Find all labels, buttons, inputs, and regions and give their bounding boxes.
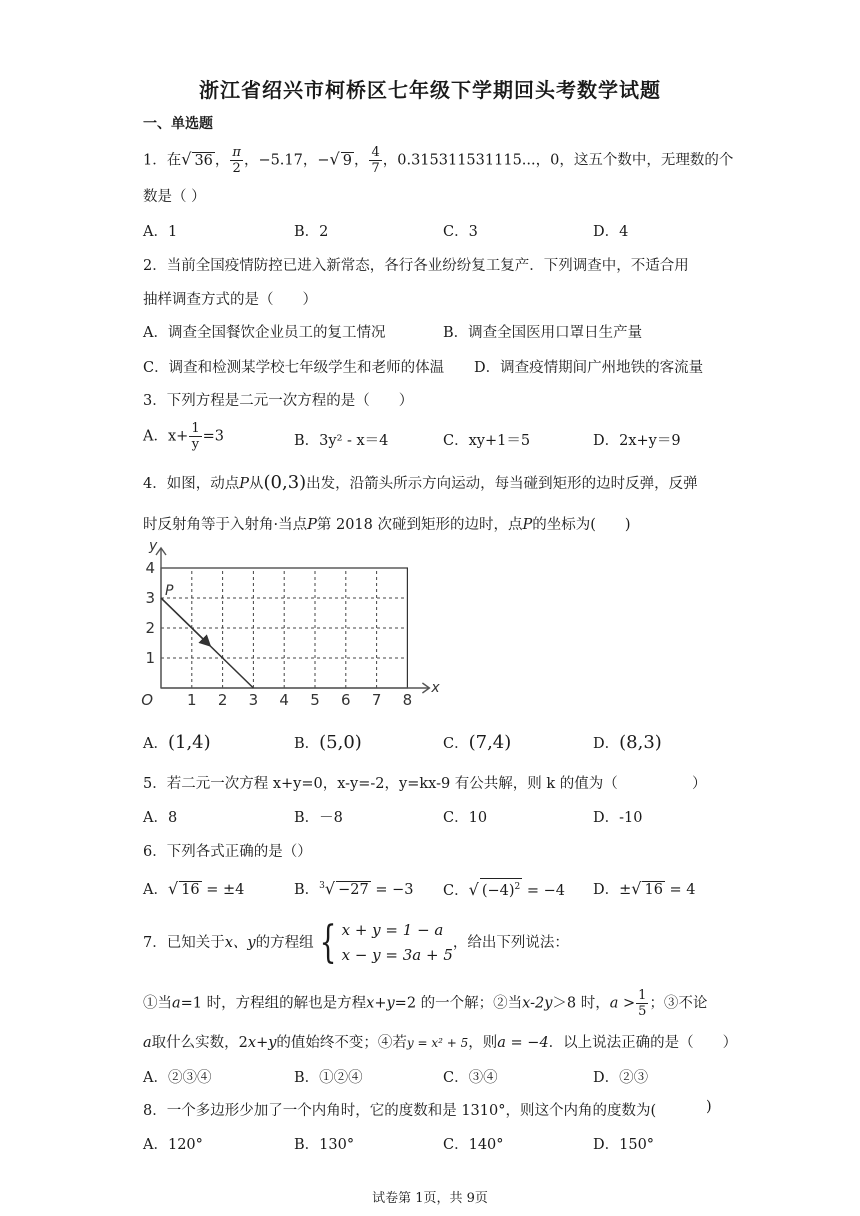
question-7: 7．已知关于x、y的方程组 { x + y = 1 − a x − y = 3a + 5 ，给出下列说法： — [143, 917, 569, 968]
q5-option-a[interactable]: A．8 — [143, 810, 178, 826]
q5-option-b[interactable]: B．－8 — [294, 810, 343, 826]
q3-option-c[interactable]: C．xy+1＝5 — [443, 433, 531, 449]
question-6: 6．下列各式正确的是（） — [143, 844, 312, 860]
question-8: 8．一个多边形少加了一个内角时，它的度数和是 1310°，则这个内角的度数为( — [143, 1103, 657, 1119]
q1-4-over-7: $\frac{4}{7}$ — [371, 145, 380, 176]
y-tick-label: 1 — [145, 649, 155, 667]
page-title: 浙江省绍兴市柯桥区七年级下学期回头考数学试题 — [199, 78, 661, 102]
q3-option-d[interactable]: D．2x+y＝9 — [593, 433, 681, 449]
q6-option-b[interactable]: B．$^3$√ −27 = −3 — [294, 879, 414, 898]
question-3: 3．下列方程是二元一次方程的是（ ） — [143, 393, 414, 409]
question-2-line-2: 抽样调查方式的是（ ） — [143, 292, 317, 308]
x-tick-label: 1 — [187, 691, 197, 709]
y-tick-label: 2 — [145, 619, 155, 637]
q2-option-a[interactable]: A．调查全国餐饮企业员工的复工情况 — [143, 325, 386, 341]
q5-option-d[interactable]: D．-10 — [593, 810, 643, 826]
section-heading: 一、单选题 — [143, 116, 213, 132]
x-tick-label: 2 — [217, 691, 228, 709]
q5-close-paren: ） — [692, 776, 707, 792]
y-axis-label: y — [149, 538, 158, 554]
q1-option-b[interactable]: B．2 — [294, 224, 329, 240]
q1-sqrt36: 36 — [194, 152, 213, 169]
x-tick-label: 6 — [341, 691, 351, 709]
question-5: 5．若二元一次方程 x+y=0，x-y=-2，y=kx-9 有公共解，则 k 的值为（ — [143, 776, 618, 792]
q1-pi-over-2: $\frac{\pi}{2}$ — [232, 145, 241, 176]
x-tick-label: 5 — [310, 691, 320, 709]
q2-option-c[interactable]: C．调查和检测某学校七年级学生和老师的体温 — [143, 360, 445, 376]
y-tick-label: 3 — [145, 589, 155, 607]
q1-decimal: 0.315311531115... — [397, 152, 536, 169]
q1-option-c[interactable]: C．3 — [443, 224, 478, 240]
q6-option-a[interactable]: A．√ 16 = ±4 — [143, 879, 245, 898]
x-tick-label: 8 — [402, 691, 413, 709]
q1-neg-5-17: −5.17 — [258, 152, 303, 169]
q8-option-a[interactable]: A．120° — [143, 1137, 203, 1153]
q7-option-b[interactable]: B．①②④ — [294, 1070, 363, 1086]
point-p-label: P — [165, 583, 174, 599]
q7-option-a[interactable]: A．②③④ — [143, 1070, 212, 1086]
x-tick-label: 3 — [248, 691, 259, 709]
q7-option-c[interactable]: C．③④ — [443, 1070, 498, 1086]
question-1: 1．在√ 36 ， $\frac{\pi}{2}$ ，−5.17，−√ 9 ， $\frac{4}{7}$ ，0.315311531115...，0，这五个数中，无理数的个 — [143, 145, 734, 176]
q4-option-b[interactable]: B．(5,0) — [294, 732, 362, 753]
q1-option-d[interactable]: D．4 — [593, 224, 629, 240]
q4-option-c[interactable]: C．(7,4) — [443, 732, 512, 753]
q1-number: 1．在 — [143, 152, 182, 169]
q4-option-a[interactable]: A．(1,4) — [143, 732, 211, 753]
q1-zero: 0 — [550, 152, 560, 169]
question-4-line-2: 时反射角等于入射角·当点P第 2018 次碰到矩形的边时，点P的坐标为( ) — [143, 517, 631, 533]
q7-equation-system: x + y = 1 − a x − y = 3a + 5 — [341, 921, 453, 964]
q7-option-d[interactable]: D．②③ — [593, 1070, 649, 1086]
q3-option-b[interactable]: B．3y² - x＝4 — [294, 433, 389, 449]
motion-arrow — [161, 598, 209, 645]
question-1-line-2: 数是（ ） — [143, 189, 206, 205]
q8-option-d[interactable]: D．150° — [593, 1137, 655, 1153]
origin-label: O — [141, 691, 153, 709]
x-tick-label: 4 — [279, 691, 289, 709]
page-footer: 试卷第 1页，共 9页 — [372, 1191, 488, 1206]
q2-option-d[interactable]: D．调查疫情期间广州地铁的客流量 — [474, 360, 704, 376]
question-4: 4．如图，动点P从(0,3)出发，沿箭头所示方向运动，每当碰到矩形的边时反弹，反弹 — [143, 472, 698, 493]
q8-option-b[interactable]: B．130° — [294, 1137, 355, 1153]
q8-close-paren: ) — [706, 1099, 712, 1115]
q1-sqrt9: 9 — [342, 152, 352, 169]
q7-statements-line-1: ①当a=1 时，方程组的解也是方程x+y=2 的一个解；②当x-2y＞8 时，a > $\frac{1}{5}$ ；③不论 — [143, 988, 708, 1019]
x-tick-label: 7 — [371, 691, 382, 709]
coordinate-graph — [140, 538, 440, 713]
q3-option-a[interactable]: A．x+ $\frac{1}{y}$ =3 — [143, 421, 224, 452]
q7-statements-line-2: a取什么实数，2x+y的值始终不变；④若y = x² + 5，则a = −4．以上说法正确的是（ ） — [143, 1035, 738, 1051]
q4-start-point: (0,3) — [263, 472, 307, 493]
q8-option-c[interactable]: C．140° — [443, 1137, 504, 1153]
x-axis-label: x — [431, 680, 440, 696]
q1-option-a[interactable]: A．1 — [143, 224, 178, 240]
y-tick-label: 4 — [145, 559, 155, 577]
q6-option-c[interactable]: C．√ $(-4)^2 = -4$ — [443, 879, 565, 899]
q2-option-b[interactable]: B．调查全国医用口罩日生产量 — [443, 325, 643, 341]
q6-option-d[interactable]: D．±√ 16 = 4 — [593, 879, 696, 898]
q4-option-d[interactable]: D．(8,3) — [593, 732, 662, 753]
question-2: 2．当前全国疫情防控已进入新常态，各行各业纷纷复工复产．下列调查中，不适合用 — [143, 258, 689, 274]
q5-option-c[interactable]: C．10 — [443, 810, 488, 826]
